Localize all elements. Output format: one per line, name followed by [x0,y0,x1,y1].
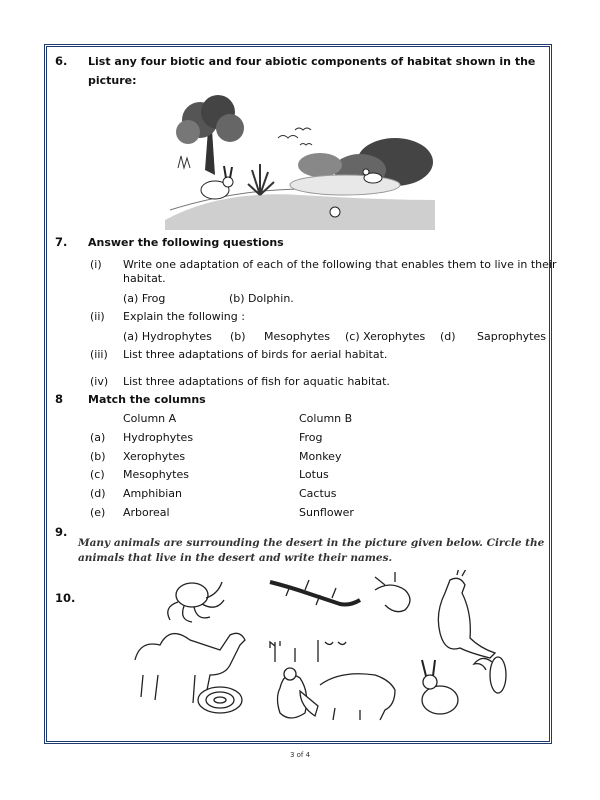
q9-number: 9. [55,525,68,539]
q7-ii-option-b-text: Mesophytes [264,330,330,343]
q7-i-option-a: (a) Frog [123,292,166,305]
q8-row-col-a: Amphibian [123,487,183,500]
q8-row-col-b: Cactus [299,487,337,500]
q8-column-b-header: Column B [299,412,353,425]
q9-text-line2: animals that live in the desert and write their names. [78,552,393,564]
polar-bear-icon [300,674,395,720]
q7-i-marker: (i) [90,258,102,271]
q6-text-line2: picture: [88,74,137,87]
q8-row-col-a: Arboreal [123,506,170,519]
q7-ii-line1: Explain the following : [123,310,245,323]
q8-number: 8 [55,392,64,406]
q8-row-col-b: Frog [299,431,323,444]
rabbit-icon [422,660,458,714]
toucan-icon [474,657,506,693]
q7-ii-option-b: (b) [230,330,246,343]
q7-iii-line1: List three adaptations of birds for aerial habitat. [123,348,388,361]
q8-row-col-b: Lotus [299,468,329,481]
q7-number: 7. [55,235,68,249]
q7-ii-option-d: (d) [440,330,456,343]
q8-row-marker: (d) [90,487,106,500]
q8-heading: Match the columns [88,393,206,406]
q8-column-a-header: Column A [123,412,177,425]
q8-row-col-a: Hydrophytes [123,431,194,444]
q8-row-col-b: Sunflower [299,506,354,519]
q8-row-col-a: Mesophytes [123,468,189,481]
q7-i-line1: Write one adaptation of each of the following that enables them to live in their [123,258,557,271]
scorpion-icon [375,572,410,612]
octopus-icon [168,582,224,622]
q7-i-option-b: (b) Dolphin. [229,292,294,305]
q7-heading: Answer the following questions [88,236,284,249]
snake-icon [198,687,242,713]
q10-number: 10. [55,591,76,605]
q6-text-line1: List any four biotic and four abiotic components of habitat shown in the [88,55,536,68]
kangaroo-icon [438,570,495,658]
cactus-icon [270,640,346,662]
q7-ii-marker: (ii) [90,310,105,323]
q8-row-marker: (b) [90,450,106,463]
q8-row-marker: (e) [90,506,106,519]
page-number: 3 of 4 [289,751,311,759]
q7-ii-option-d-text: Saprophytes [477,330,546,343]
q8-row-col-a: Xerophytes [123,450,186,463]
desert-animals-picture [120,570,530,730]
q7-iv-line1: List three adaptations of fish for aquatic habitat. [123,375,390,388]
habitat-picture [160,90,435,230]
q6-number: 6. [55,54,68,68]
q8-row-marker: (a) [90,431,106,444]
q7-ii-option-a: (a) Hydrophytes [123,330,212,343]
q7-iii-marker: (iii) [90,348,108,361]
lizard-icon [270,580,360,605]
q7-iv-marker: (iv) [90,375,109,388]
q9-text-line1: Many animals are surrounding the desert in the picture given below. Circle the [78,537,545,549]
q8-row-marker: (c) [90,468,105,481]
q7-ii-option-c: (c) Xerophytes [345,330,426,343]
q7-i-line2: habitat. [123,272,166,285]
q8-row-col-b: Monkey [299,450,342,463]
